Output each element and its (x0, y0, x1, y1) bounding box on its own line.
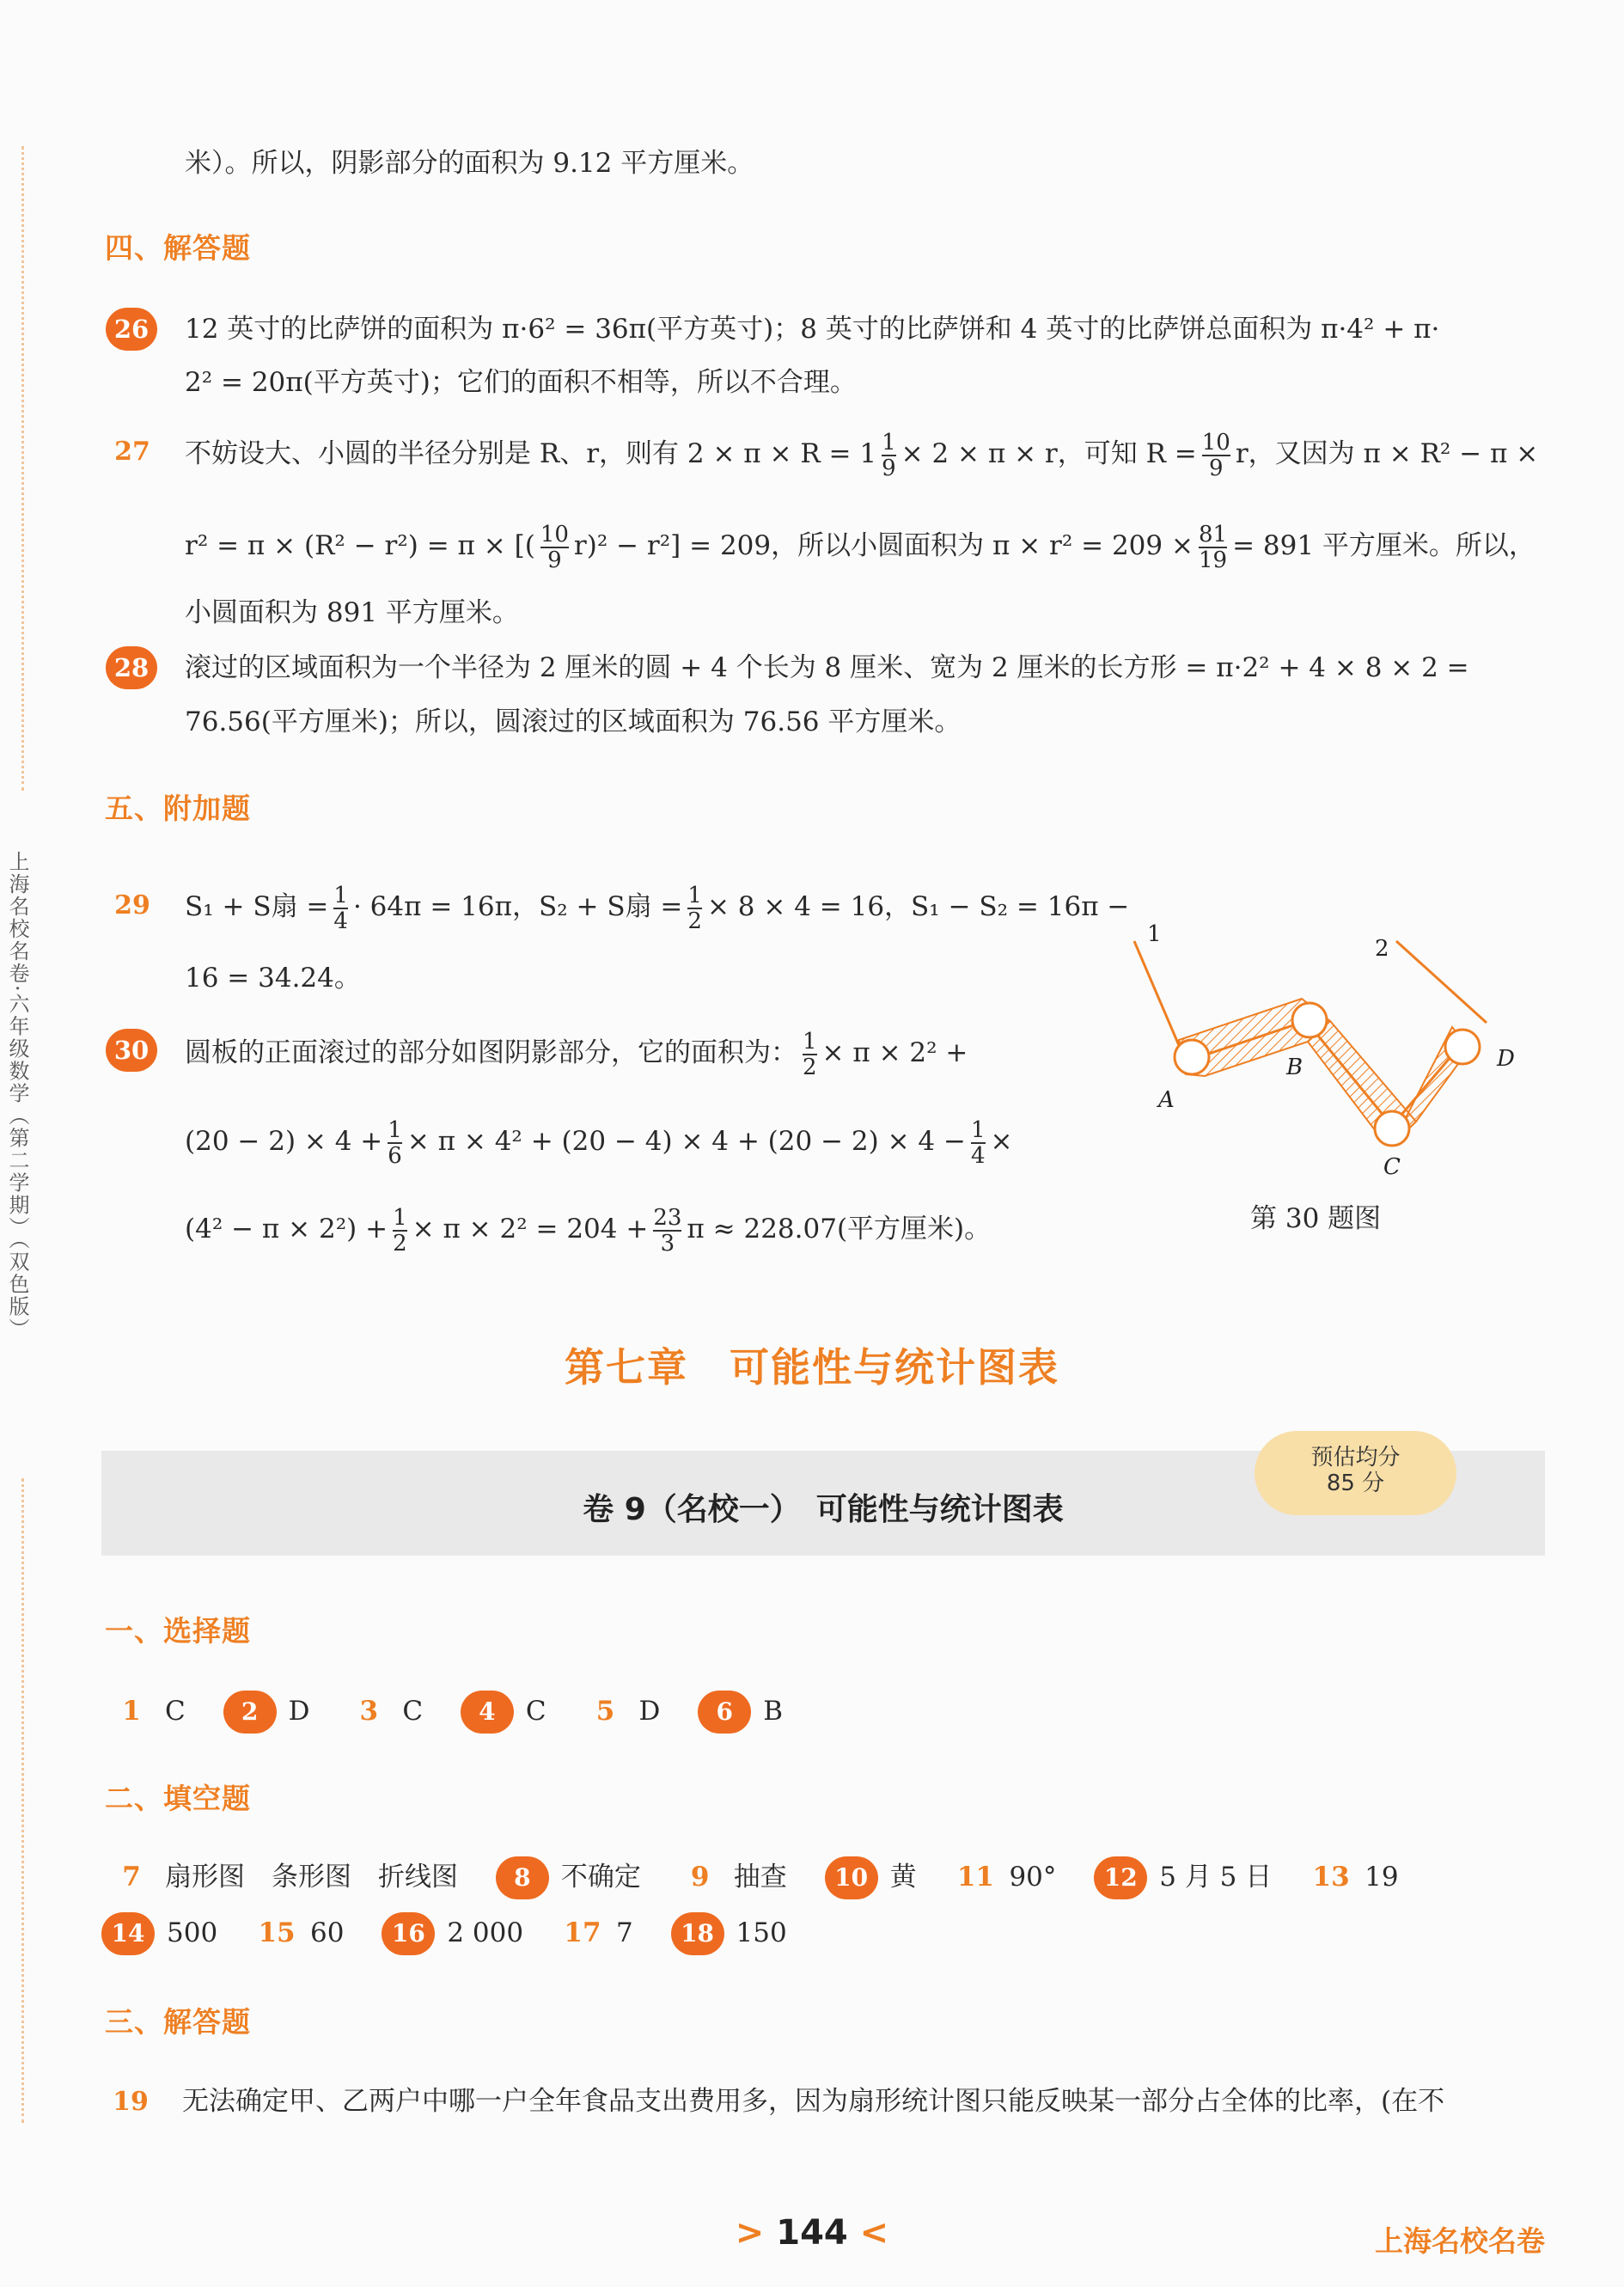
answer-value: 抽查 (733, 1861, 787, 1893)
question-number-29: 29 (114, 890, 150, 920)
answer-number: 14 (101, 1912, 155, 1955)
fraction: $\frac{10}{9}$ (540, 521, 569, 573)
question-number-19: 19 (113, 2087, 149, 2117)
paper-title: 卷 9（名校一） 可能性与统计图表 (583, 1492, 1064, 1527)
q30-line3-c: π ≈ 228.07(平方厘米)。 (687, 1214, 992, 1244)
page-arrow-left-icon: > (735, 2213, 777, 2253)
figure-label-1: 1 (1147, 921, 1162, 947)
q26-line2: 2² = 20π(平方英寸)；它们的面积不相等，所以不合理。 (185, 367, 857, 398)
answer-number: 6 (698, 1691, 751, 1734)
answer-number: 15 (258, 1917, 296, 1948)
fraction: $\frac{10}{9}$ (1201, 429, 1230, 481)
answer-number: 16 (382, 1912, 435, 1955)
q30-line1-b: × π × 2² + (821, 1037, 968, 1068)
answer-value: C (402, 1695, 424, 1727)
answer-value: 7 (615, 1917, 633, 1948)
section-heading-5: 五、附加题 (105, 792, 251, 825)
answer-number: 8 (496, 1856, 549, 1899)
figure-label-c: C (1383, 1154, 1401, 1180)
margin-dotted-line-top (21, 146, 24, 791)
figure-label-d: D (1497, 1046, 1515, 1072)
fraction: $\frac{1}{2}$ (803, 1028, 817, 1080)
figure-circle-d (1445, 1030, 1480, 1064)
q29-line1 (185, 881, 1129, 933)
answer-value: C (525, 1695, 546, 1727)
q30-figure (1108, 920, 1538, 1195)
answer-value: 黄 (889, 1861, 917, 1893)
fraction: $\frac{81}{19}$ (1198, 521, 1228, 573)
fraction: $\frac{23}{3}$ (653, 1204, 682, 1257)
figure-label-a: A (1158, 1087, 1175, 1113)
q19-line1: 无法确定甲、乙两户中哪一户全年食品支出费用多，因为扇形统计图只能反映某一部分占全体的比率，(在不 (182, 2086, 1445, 2117)
q29-line2: 16 = 34.24。 (185, 963, 361, 994)
q30-line1-a: 圆板的正面滚过的部分如图阴影部分，它的面积为： (185, 1037, 797, 1068)
answer-value: 5 月 5 日 (1159, 1861, 1273, 1893)
q27-line2-c: = 891 平方厘米。所以， (1232, 530, 1535, 561)
score-bubble (1255, 1431, 1456, 1515)
fill-answers-row1 (110, 1856, 1428, 1899)
score-bubble-line2: 85 分 (1326, 1471, 1385, 1496)
q30-line3-b: × π × 2² = 204 + (412, 1214, 649, 1244)
q30-line2-c: × (990, 1126, 1013, 1157)
answer-number: 4 (461, 1691, 514, 1734)
section-heading-3: 三、解答题 (105, 2005, 251, 2039)
chapter-title: 第七章 可能性与统计图表 (565, 1344, 1059, 1391)
continued-line: 米）。所以，阴影部分的面积为 9.12 平方厘米。 (185, 148, 754, 179)
q29-line1-a: S₁ + S扇 = (185, 891, 329, 922)
q30-line3-a: (4² − π × 2²) + (185, 1214, 388, 1244)
answer-value: 60 (310, 1917, 345, 1948)
q26-line1: 12 英寸的比萨饼的面积为 π·6² = 36π(平方英寸)；8 英寸的比萨饼和 4 英寸的比萨饼总面积为 π·4² + π· (185, 314, 1440, 345)
page-arrow-right-icon: < (847, 2213, 889, 2253)
brand-label: 上海名校名卷 (1375, 2224, 1545, 2258)
answer-value: 500 (167, 1917, 218, 1948)
q27-line2 (185, 520, 1535, 572)
q28-line1: 滚过的区域面积为一个半径为 2 厘米的圆 + 4 个长为 8 厘米、宽为 2 厘米的长方形 = π·2² + 4 × 8 × 2 = (185, 652, 1469, 683)
q27-line2-a: r² = π × (R² − r²) = π × [( (185, 530, 535, 561)
answer-value: D (638, 1695, 661, 1727)
answer-value: 19 (1365, 1861, 1399, 1893)
fraction: $\frac{1}{4}$ (970, 1116, 986, 1169)
answer-number: 10 (825, 1856, 878, 1899)
q27-line2-b: r)² − r²] = 209，所以小圆面积为 π × r² = 209 × (573, 530, 1194, 561)
answer-number: 18 (671, 1912, 724, 1955)
answer-number: 11 (956, 1861, 994, 1893)
answer-number: 5 (595, 1695, 615, 1727)
question-number-27: 27 (114, 437, 150, 467)
fraction: $\frac{1}{2}$ (687, 882, 702, 934)
figure-label-b: B (1286, 1055, 1303, 1080)
figure-boundary-2 (1396, 941, 1487, 1023)
answer-number: 13 (1312, 1861, 1350, 1893)
answer-value: 90° (1009, 1861, 1057, 1893)
fill-answers-row2 (101, 1912, 816, 1955)
q27-line3: 小圆面积为 891 平方厘米。 (185, 597, 519, 628)
answer-value: 扇形图 条形图 折线图 (165, 1861, 458, 1893)
q30-line2-b: × π × 4² + (20 − 4) × 4 + (20 − 2) × 4 − (406, 1126, 966, 1157)
answer-number: 3 (359, 1695, 379, 1727)
q28-line2: 76.56(平方厘米)；所以，圆滚过的区域面积为 76.56 平方厘米。 (185, 706, 962, 737)
q30-line1 (185, 1027, 968, 1079)
question-number-30: 30 (106, 1029, 157, 1072)
q27-line1-b: × 2 × π × r，可知 R = (901, 438, 1197, 469)
fraction: $\frac{1}{6}$ (388, 1116, 402, 1169)
figure-circle-c (1375, 1111, 1409, 1146)
score-bubble-line1: 预估均分 (1310, 1445, 1401, 1471)
figure-caption: 第 30 题图 (1250, 1203, 1382, 1234)
answer-value: 2 000 (447, 1917, 524, 1948)
fraction: $\frac{1}{2}$ (393, 1204, 407, 1257)
question-number-28: 28 (106, 646, 157, 689)
fraction: $\frac{1}{9}$ (882, 429, 896, 481)
question-number-26: 26 (106, 308, 157, 351)
q27-line1-c: r，又因为 π × R² − π × (1235, 438, 1539, 469)
answer-number: 9 (690, 1861, 710, 1893)
answer-number: 7 (122, 1861, 141, 1893)
answer-number: 17 (564, 1917, 601, 1948)
q27-line1 (185, 428, 1538, 480)
answer-value: 不确定 (560, 1861, 641, 1893)
answer-value: B (763, 1695, 783, 1727)
figure-label-2: 2 (1375, 936, 1389, 962)
section-heading-2: 二、填空题 (105, 1782, 251, 1815)
q29-line1-b: · 64π = 16π，S₂ + S扇 = (352, 891, 683, 922)
answer-number: 2 (223, 1691, 277, 1734)
answer-number: 1 (122, 1695, 141, 1727)
margin-dotted-line-bottom (21, 1478, 24, 2123)
figure-circle-a (1175, 1040, 1209, 1074)
answer-value: C (165, 1695, 186, 1727)
answer-value: 150 (736, 1917, 787, 1948)
q30-line2 (185, 1116, 1012, 1168)
page-number-value: 144 (776, 2213, 848, 2253)
figure-circle-b (1292, 1003, 1327, 1037)
choice-answers (110, 1691, 812, 1734)
section-heading-4: 四、解答题 (105, 231, 251, 265)
side-book-title: 上海名校名卷·六年级数学（第二学期）（双色版） (5, 851, 29, 1341)
answer-number: 12 (1094, 1856, 1147, 1899)
fraction: $\frac{1}{4}$ (333, 882, 348, 934)
q27-line1-a: 不妨设大、小圆的半径分别是 R、r，则有 2 × π × R = 1 (185, 438, 877, 469)
q29-line1-c: × 8 × 4 = 16，S₁ − S₂ = 16π − (706, 891, 1130, 922)
q30-line3 (185, 1203, 991, 1256)
q30-line2-a: (20 − 2) × 4 + (185, 1126, 383, 1157)
section-heading-1: 一、选择题 (105, 1614, 251, 1648)
answer-value: D (288, 1695, 310, 1727)
